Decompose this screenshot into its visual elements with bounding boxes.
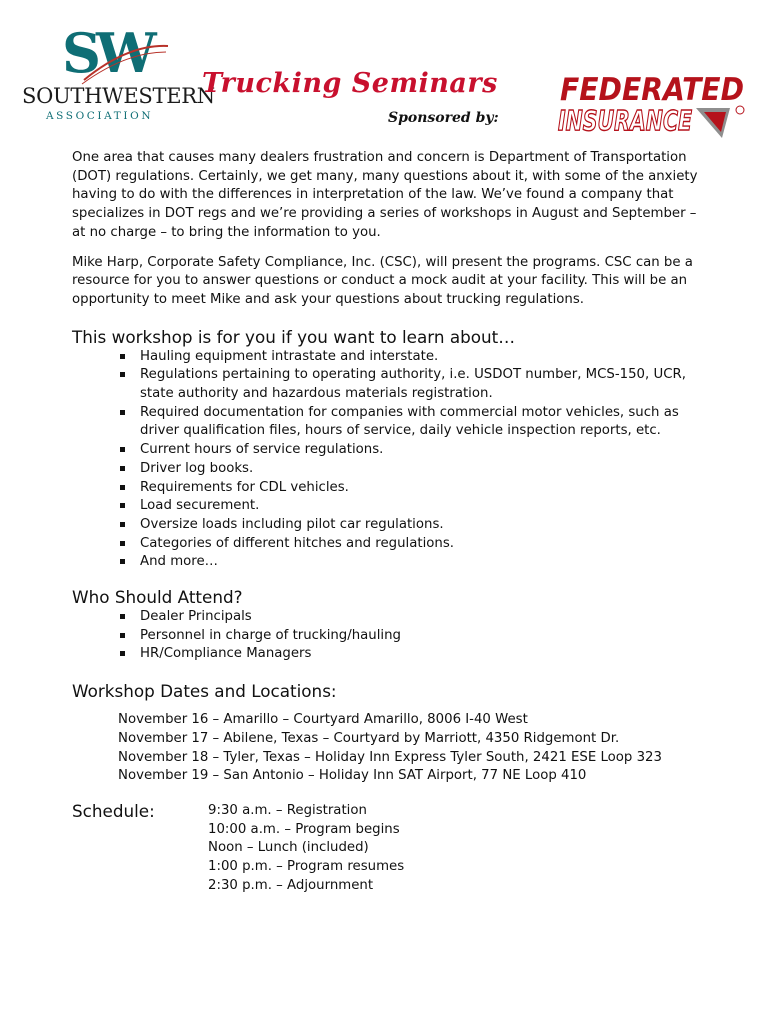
list-item: Oversize loads including pilot car regulations.	[118, 516, 712, 535]
list-item: HR/Compliance Managers	[118, 645, 712, 664]
federated-logo-line1: FEDERATED	[560, 72, 744, 108]
locations-list	[72, 711, 712, 786]
header	[0, 0, 770, 145]
list-item: Categories of different hitches and regulations.	[118, 535, 712, 554]
list-item: Requirements for CDL vehicles.	[118, 479, 712, 498]
intro-paragraph-1: One area that causes many dealers frustration and concern is Department of Transportation (DOT) regulations. Certainly, we get many, many questions about it, with some of the anxiety having to do with the differences in interpretation of the law. We’ve found a company that specializes in DOT regs and we’re providing a series of workshops in August and September – at no charge – to bring the information to you.	[72, 150, 698, 240]
location-item: November 17 – Abilene, Texas – Courtyard by Marriott, 4350 Ridgemont Dr.	[118, 730, 620, 746]
list-item: Load securement.	[118, 497, 712, 516]
locations-heading: Workshop Dates and Locations:	[72, 681, 337, 702]
location-item: November 19 – San Antonio – Holiday Inn SAT Airport, 77 NE Loop 410	[118, 768, 587, 784]
location-item: November 16 – Amarillo – Courtyard Amarillo, 8006 I-40 West	[118, 712, 528, 728]
schedule-item: 1:00 p.m. – Program resumes	[208, 859, 405, 875]
schedule-list	[208, 800, 404, 896]
list-item: Regulations pertaining to operating authority, i.e. USDOT number, MCS-150, UCR, state authority and hazardous materials registration.	[118, 366, 712, 403]
learn-list	[72, 348, 712, 572]
schedule-item: 10:00 a.m. – Program begins	[208, 821, 400, 837]
schedule-item: Noon – Lunch (included)	[208, 840, 369, 856]
schedule-item: 9:30 a.m. – Registration	[208, 802, 367, 818]
document-body	[72, 149, 712, 896]
federated-logo-line2: INSURANCE	[558, 104, 692, 137]
schedule-section	[72, 800, 712, 896]
svg-text:W: W	[96, 21, 157, 85]
sponsored-by-label: Sponsored by:	[388, 110, 499, 126]
list-item: Current hours of service regulations.	[118, 441, 712, 460]
attend-list	[72, 608, 712, 664]
page-title: Trucking Seminars	[202, 68, 498, 99]
location-item: November 18 – Tyler, Texas – Holiday Inn Express Tyler South, 2421 ESE Loop 323	[118, 749, 662, 765]
attend-heading: Who Should Attend?	[72, 587, 243, 608]
schedule-heading: Schedule:	[72, 800, 155, 821]
association-wordmark: ASSOCIATION	[46, 110, 154, 122]
list-item: Personnel in charge of trucking/hauling	[118, 627, 712, 646]
southwestern-wordmark: SOUTHWESTERN	[22, 84, 215, 108]
list-item: Driver log books.	[118, 460, 712, 479]
federated-insurance-logo-icon	[556, 70, 752, 144]
list-item: Hauling equipment intrastate and interstate.	[118, 348, 712, 367]
list-item: And more…	[118, 553, 712, 572]
list-item: Required documentation for companies with commercial motor vehicles, such as driver qualification files, hours of service, daily vehicle inspection reports, etc.	[118, 404, 712, 441]
list-item: Dealer Principals	[118, 608, 712, 627]
schedule-item: 2:30 p.m. – Adjournment	[208, 877, 374, 893]
learn-heading: This workshop is for you if you want to learn about…	[72, 326, 516, 347]
svg-text:S: S	[62, 21, 101, 85]
intro-paragraph-2: Mike Harp, Corporate Safety Compliance, Inc. (CSC), will present the programs. CSC can be a resource for you to answer questions or conduct a mock audit at your facility. This will be an opportunity to meet Mike and ask your questions about trucking regulations.	[72, 254, 693, 307]
